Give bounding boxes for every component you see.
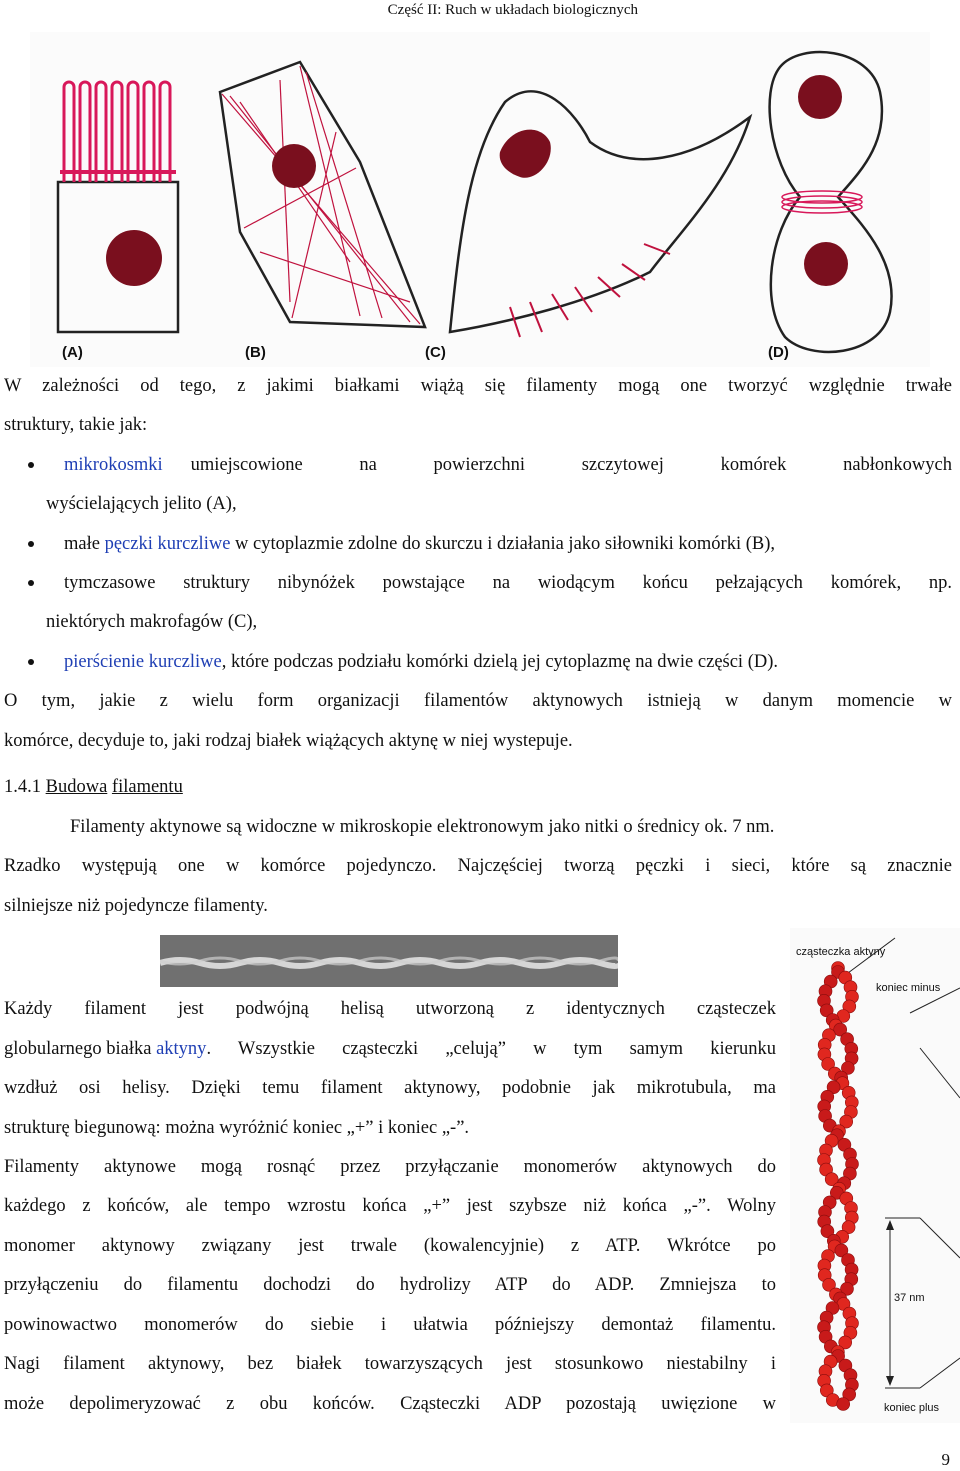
para5-line-7: może depolimeryzować z obu końców. Cząsteczki ADP pozostają uwięzione w <box>4 1394 776 1414</box>
plus-end-label: koniec plus <box>884 1402 940 1414</box>
para3-line-3: silniejsze niż pojedyncze filamenty. <box>4 896 268 916</box>
para3-line-2: Rzadko występują one w komórce pojedynczo. Najczęściej tworzą pęczki i sieci, które są znacznie <box>4 856 952 876</box>
para2-line-1: O tym, jakie z wielu form organizacji filamentów aktynowych istnieją w danym momencie w <box>4 691 952 711</box>
para4-line-1: Każdy filament jest podwójną helisą utworzoną z identycznych cząsteczek <box>4 999 776 1019</box>
bullet-dot-4 <box>28 659 34 665</box>
section-title-word-1: Budowa <box>45 777 108 797</box>
para4-line-2 <box>4 1039 776 1059</box>
figure-label-b: (B) <box>245 344 266 361</box>
cell-types-figure <box>30 32 930 367</box>
bullet-2-line <box>64 534 775 554</box>
section-heading <box>4 777 183 797</box>
para3-line-1: Filamenty aktynowe są widoczne w mikroskopie elektronowym jako nitki o średnicy ok. 7 nm. <box>70 817 775 837</box>
para4-highlight-aktyny: aktyny <box>156 1039 207 1059</box>
bullet-2-text: w cytoplazmie zdolne do skurczu i działania jako siłowniki komórki (B), <box>230 534 776 554</box>
para5-line-1: Filamenty aktynowe mogą rosnąć przez przyłączanie monomerów aktynowych do <box>4 1157 776 1177</box>
figure-label-d: (D) <box>768 344 789 361</box>
para4-line-2-post: . Wszystkie cząsteczki „celują” w tym samym kierunku <box>206 1039 776 1059</box>
para5-line-5: powinowactwo monomerów do siebie i ułatwia późniejszy demontaż filamentu. <box>4 1315 776 1335</box>
actin-filament-model <box>790 928 960 1423</box>
bullet-3-continuation: niektórych makrofagów (C), <box>46 612 258 632</box>
filament-micrograph <box>160 935 618 987</box>
para4-line-3: wzdłuż osi helisy. Dzięki temu filament aktynowy, podobnie jak mikrotubula, ma <box>4 1078 776 1098</box>
bullet-2-pre: małe <box>64 534 105 554</box>
cell-c-lamellipodia <box>450 91 750 337</box>
bullet-2-highlight: pęczki kurczliwe <box>104 534 231 554</box>
bullet-dot-1 <box>28 462 34 468</box>
figure-label-a: (A) <box>62 344 83 361</box>
bullet-4-line <box>64 652 778 672</box>
cell-b-stress-fibers <box>220 62 425 327</box>
bullet-dot-3 <box>28 580 34 586</box>
section-number: 1.4.1 <box>4 777 41 797</box>
actin-monomer <box>837 1398 850 1411</box>
bullet-1-highlight: mikrokosmki <box>64 455 163 475</box>
para5-line-6: Nagi filament aktynowy, bez białek towarzyszących jest stosunkowo niestabilny i <box>4 1354 776 1374</box>
running-header: Część II: Ruch w układach biologicznych <box>387 2 638 18</box>
para5-line-3: monomer aktynowy związany jest trwale (kowalencyjnie) z ATP. Wkrótce po <box>4 1236 776 1256</box>
section-title-word-2: filamentu <box>111 777 183 797</box>
para4-line-4: strukturę biegunową: można wyróżnić koniec „+” i koniec „-”. <box>4 1118 470 1138</box>
bullet-3-line: tymczasowe struktury nibynóżek powstające na wiodącym końcu pełzających komórek, np. <box>64 573 952 593</box>
figure-label-c: (C) <box>425 344 446 361</box>
minus-end-label: koniec minus <box>876 982 941 994</box>
intro-line-1: W zależności od tego, z jakimi białkami wiążą się filamenty mogą one tworzyć względnie trwałe <box>4 376 952 396</box>
cell-a-epithelial <box>58 82 178 332</box>
bullet-1-text: umiejscowione na powierzchni szczytowej komórek nabłonkowych <box>190 455 952 475</box>
para4-line-2-pre: globularnego białka <box>4 1039 157 1059</box>
bullet-4-text: , które podczas podziału komórki dzielą jej cytoplazmę na dwie części (D). <box>221 652 779 672</box>
intro-line-2: struktury, takie jak: <box>4 415 148 435</box>
cell-d-contractile-ring <box>770 52 892 352</box>
actin-molecule-label: cząsteczka aktyny <box>796 946 886 958</box>
page-number: 9 <box>941 1450 950 1469</box>
length-label: 37 nm <box>894 1292 925 1304</box>
bullet-4-highlight: pierścienie kurczliwe <box>64 652 222 672</box>
para5-line-4: przyłączeniu do filamentu dochodzi do hydrolizy ATP do ADP. Zmniejsza to <box>4 1275 776 1295</box>
para2-line-2: komórce, decyduje to, jaki rodzaj białek wiążących aktynę w niej wystepuje. <box>4 731 573 751</box>
bullet-1-continuation: wyścielających jelito (A), <box>46 494 237 514</box>
bullet-1-line <box>64 455 952 475</box>
actin-helix-svg <box>790 928 960 1423</box>
bullet-dot-2 <box>28 541 34 547</box>
para5-line-2: każdego z końców, ale tempo wzrostu końca „+” jest szybsze niż końca „-”. Wolny <box>4 1196 776 1216</box>
